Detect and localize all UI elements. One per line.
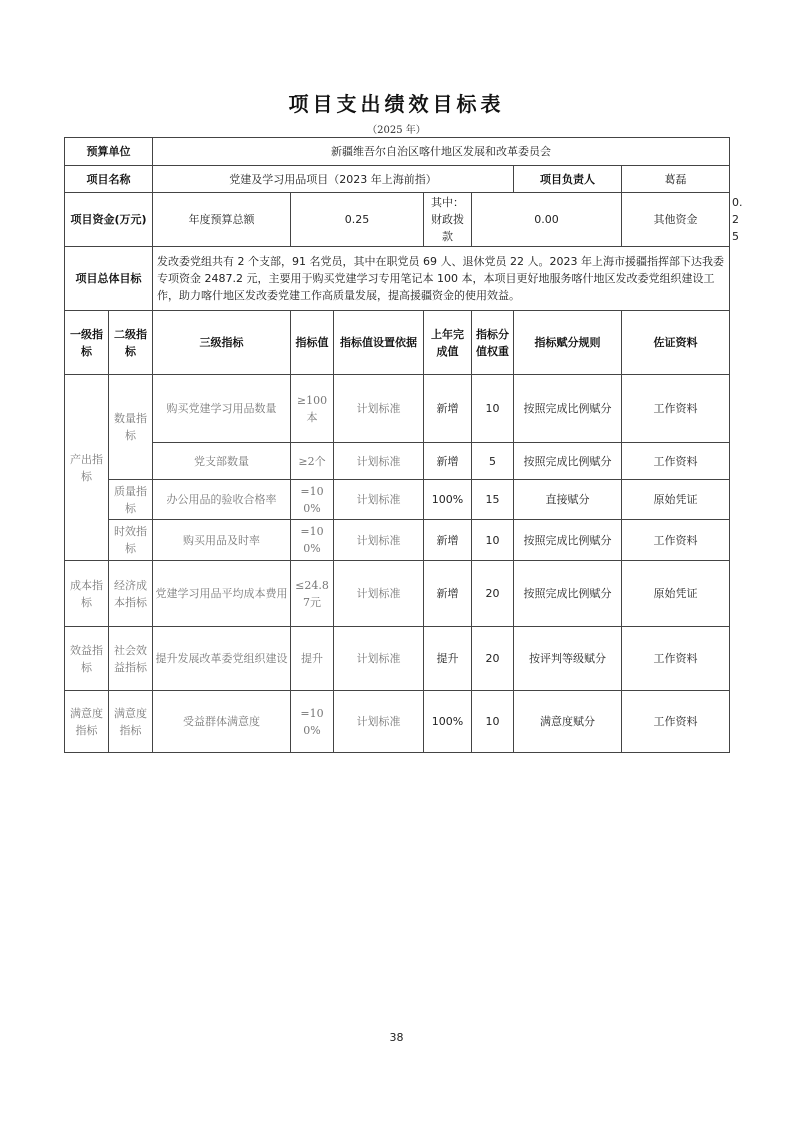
row-value: ≥100本 (291, 375, 334, 443)
row-weight: 10 (472, 520, 514, 561)
row-rule: 按评判等级赋分 (514, 627, 622, 691)
row-value: 提升 (291, 627, 334, 691)
group-quantity: 数量指标 (109, 375, 153, 480)
table-row (65, 375, 730, 443)
row-weight: 20 (472, 561, 514, 627)
row-weight: 10 (472, 375, 514, 443)
page-title: 项目支出绩效目标表 (288, 92, 505, 116)
project-funds-label: 项目资金(万元) (65, 193, 153, 247)
row-last-year: 新增 (424, 375, 472, 443)
group-economic-cost: 经济成本指标 (109, 561, 153, 627)
group-timeliness: 时效指标 (109, 520, 153, 561)
project-name-row (65, 166, 730, 193)
group-output: 产出指标 (65, 375, 109, 561)
group-social-benefit: 社会效益指标 (109, 627, 153, 691)
row-indicator: 购买用品及时率 (153, 520, 291, 561)
row-value: =100% (291, 520, 334, 561)
table-row (65, 627, 730, 691)
header-weight: 指标分值权重 (472, 311, 514, 375)
row-indicator: 办公用品的验收合格率 (153, 480, 291, 520)
fiscal-funds-value: 0.00 (472, 193, 622, 247)
other-funds-label: 其他资金 (622, 193, 730, 247)
row-rule: 直接赋分 (514, 480, 622, 520)
row-evidence: 原始凭证 (622, 561, 730, 627)
row-basis: 计划标准 (334, 627, 424, 691)
row-rule: 按照完成比例赋分 (514, 375, 622, 443)
budget-unit-value: 新疆维吾尔自治区喀什地区发展和改革委员会 (153, 138, 730, 166)
project-leader-value: 葛磊 (622, 166, 730, 193)
row-evidence: 工作资料 (622, 627, 730, 691)
table-row (65, 443, 730, 480)
group-quality: 质量指标 (109, 480, 153, 520)
project-leader-label: 项目负责人 (514, 166, 622, 193)
row-last-year: 100% (424, 691, 472, 753)
table-row (65, 561, 730, 627)
row-weight: 10 (472, 691, 514, 753)
row-basis: 计划标准 (334, 691, 424, 753)
page-number: 38 (389, 1031, 404, 1044)
row-evidence: 原始凭证 (622, 480, 730, 520)
row-basis: 计划标准 (334, 375, 424, 443)
row-rule: 满意度赋分 (514, 691, 622, 753)
header-rule: 指标赋分规则 (514, 311, 622, 375)
fiscal-funds-label: 其中：财政拨款 (424, 193, 472, 247)
header-last-year: 上年完成值 (424, 311, 472, 375)
project-funds-row: 项目资金(万元) 年度预算总额 0.25 其中：财政拨款 0.00 其他资金 0.25 (65, 193, 730, 247)
year-label: （2025 年） (367, 125, 426, 136)
row-value: =100% (291, 480, 334, 520)
indicator-header-row (65, 311, 730, 375)
row-evidence: 工作资料 (622, 520, 730, 561)
row-value: =100% (291, 691, 334, 753)
row-basis: 计划标准 (334, 443, 424, 480)
row-basis: 计划标准 (334, 480, 424, 520)
header-level-1: 一级指标 (65, 311, 109, 375)
header-level-2: 二级指标 (109, 311, 153, 375)
row-rule: 按照完成比例赋分 (514, 443, 622, 480)
header-level-3: 三级指标 (153, 311, 291, 375)
overall-goal-text: 发改委党组共有 2 个支部，91 名党员，其中在职党员 69 人、退休党员 22 人。2023 年上海市援疆指挥部下达我委专项资金 2487.2 元，主要用于购买党建学习专用笔记本 100 本，本项目更好地服务喀什地区发改委党组织建设工作，助力喀什地区发改委党建工作高质量发展，提高援疆资金的使用效益。 (153, 247, 730, 311)
row-last-year: 新增 (424, 561, 472, 627)
row-indicator: 党建学习用品平均成本费用 (153, 561, 291, 627)
row-value: ≥2个 (291, 443, 334, 480)
group-benefit: 效益指标 (65, 627, 109, 691)
group-satisfaction-sub: 满意度指标 (109, 691, 153, 753)
row-indicator: 党支部数量 (153, 443, 291, 480)
row-value: ≤24.87元 (291, 561, 334, 627)
budget-unit-row (65, 138, 730, 166)
row-evidence: 工作资料 (622, 691, 730, 753)
row-evidence: 工作资料 (622, 443, 730, 480)
table-row (65, 520, 730, 561)
row-last-year: 新增 (424, 520, 472, 561)
overall-goal-row (65, 247, 730, 311)
header-indicator-value: 指标值 (291, 311, 334, 375)
total-budget-value: 0.25 (291, 193, 424, 247)
project-name-value: 党建及学习用品项目（2023 年上海前指） (153, 166, 514, 193)
performance-table (64, 137, 743, 753)
project-name-label: 项目名称 (65, 166, 153, 193)
row-indicator: 受益群体满意度 (153, 691, 291, 753)
row-indicator: 购买党建学习用品数量 (153, 375, 291, 443)
row-evidence: 工作资料 (622, 375, 730, 443)
row-basis: 计划标准 (334, 561, 424, 627)
row-rule: 按照完成比例赋分 (514, 520, 622, 561)
header-basis: 指标值设置依据 (334, 311, 424, 375)
row-last-year: 提升 (424, 627, 472, 691)
row-basis: 计划标准 (334, 520, 424, 561)
table-row (65, 480, 730, 520)
row-weight: 20 (472, 627, 514, 691)
row-weight: 5 (472, 443, 514, 480)
row-last-year: 新增 (424, 443, 472, 480)
row-weight: 15 (472, 480, 514, 520)
row-indicator: 提升发展改革委党组织建设 (153, 627, 291, 691)
row-rule: 按照完成比例赋分 (514, 561, 622, 627)
table-row (65, 691, 730, 753)
overall-goal-label: 项目总体目标 (65, 247, 153, 311)
row-last-year: 100% (424, 480, 472, 520)
group-satisfaction: 满意度指标 (65, 691, 109, 753)
group-cost: 成本指标 (65, 561, 109, 627)
budget-unit-label: 预算单位 (65, 138, 153, 166)
header-evidence: 佐证资料 (622, 311, 730, 375)
total-budget-label: 年度预算总额 (153, 193, 291, 247)
